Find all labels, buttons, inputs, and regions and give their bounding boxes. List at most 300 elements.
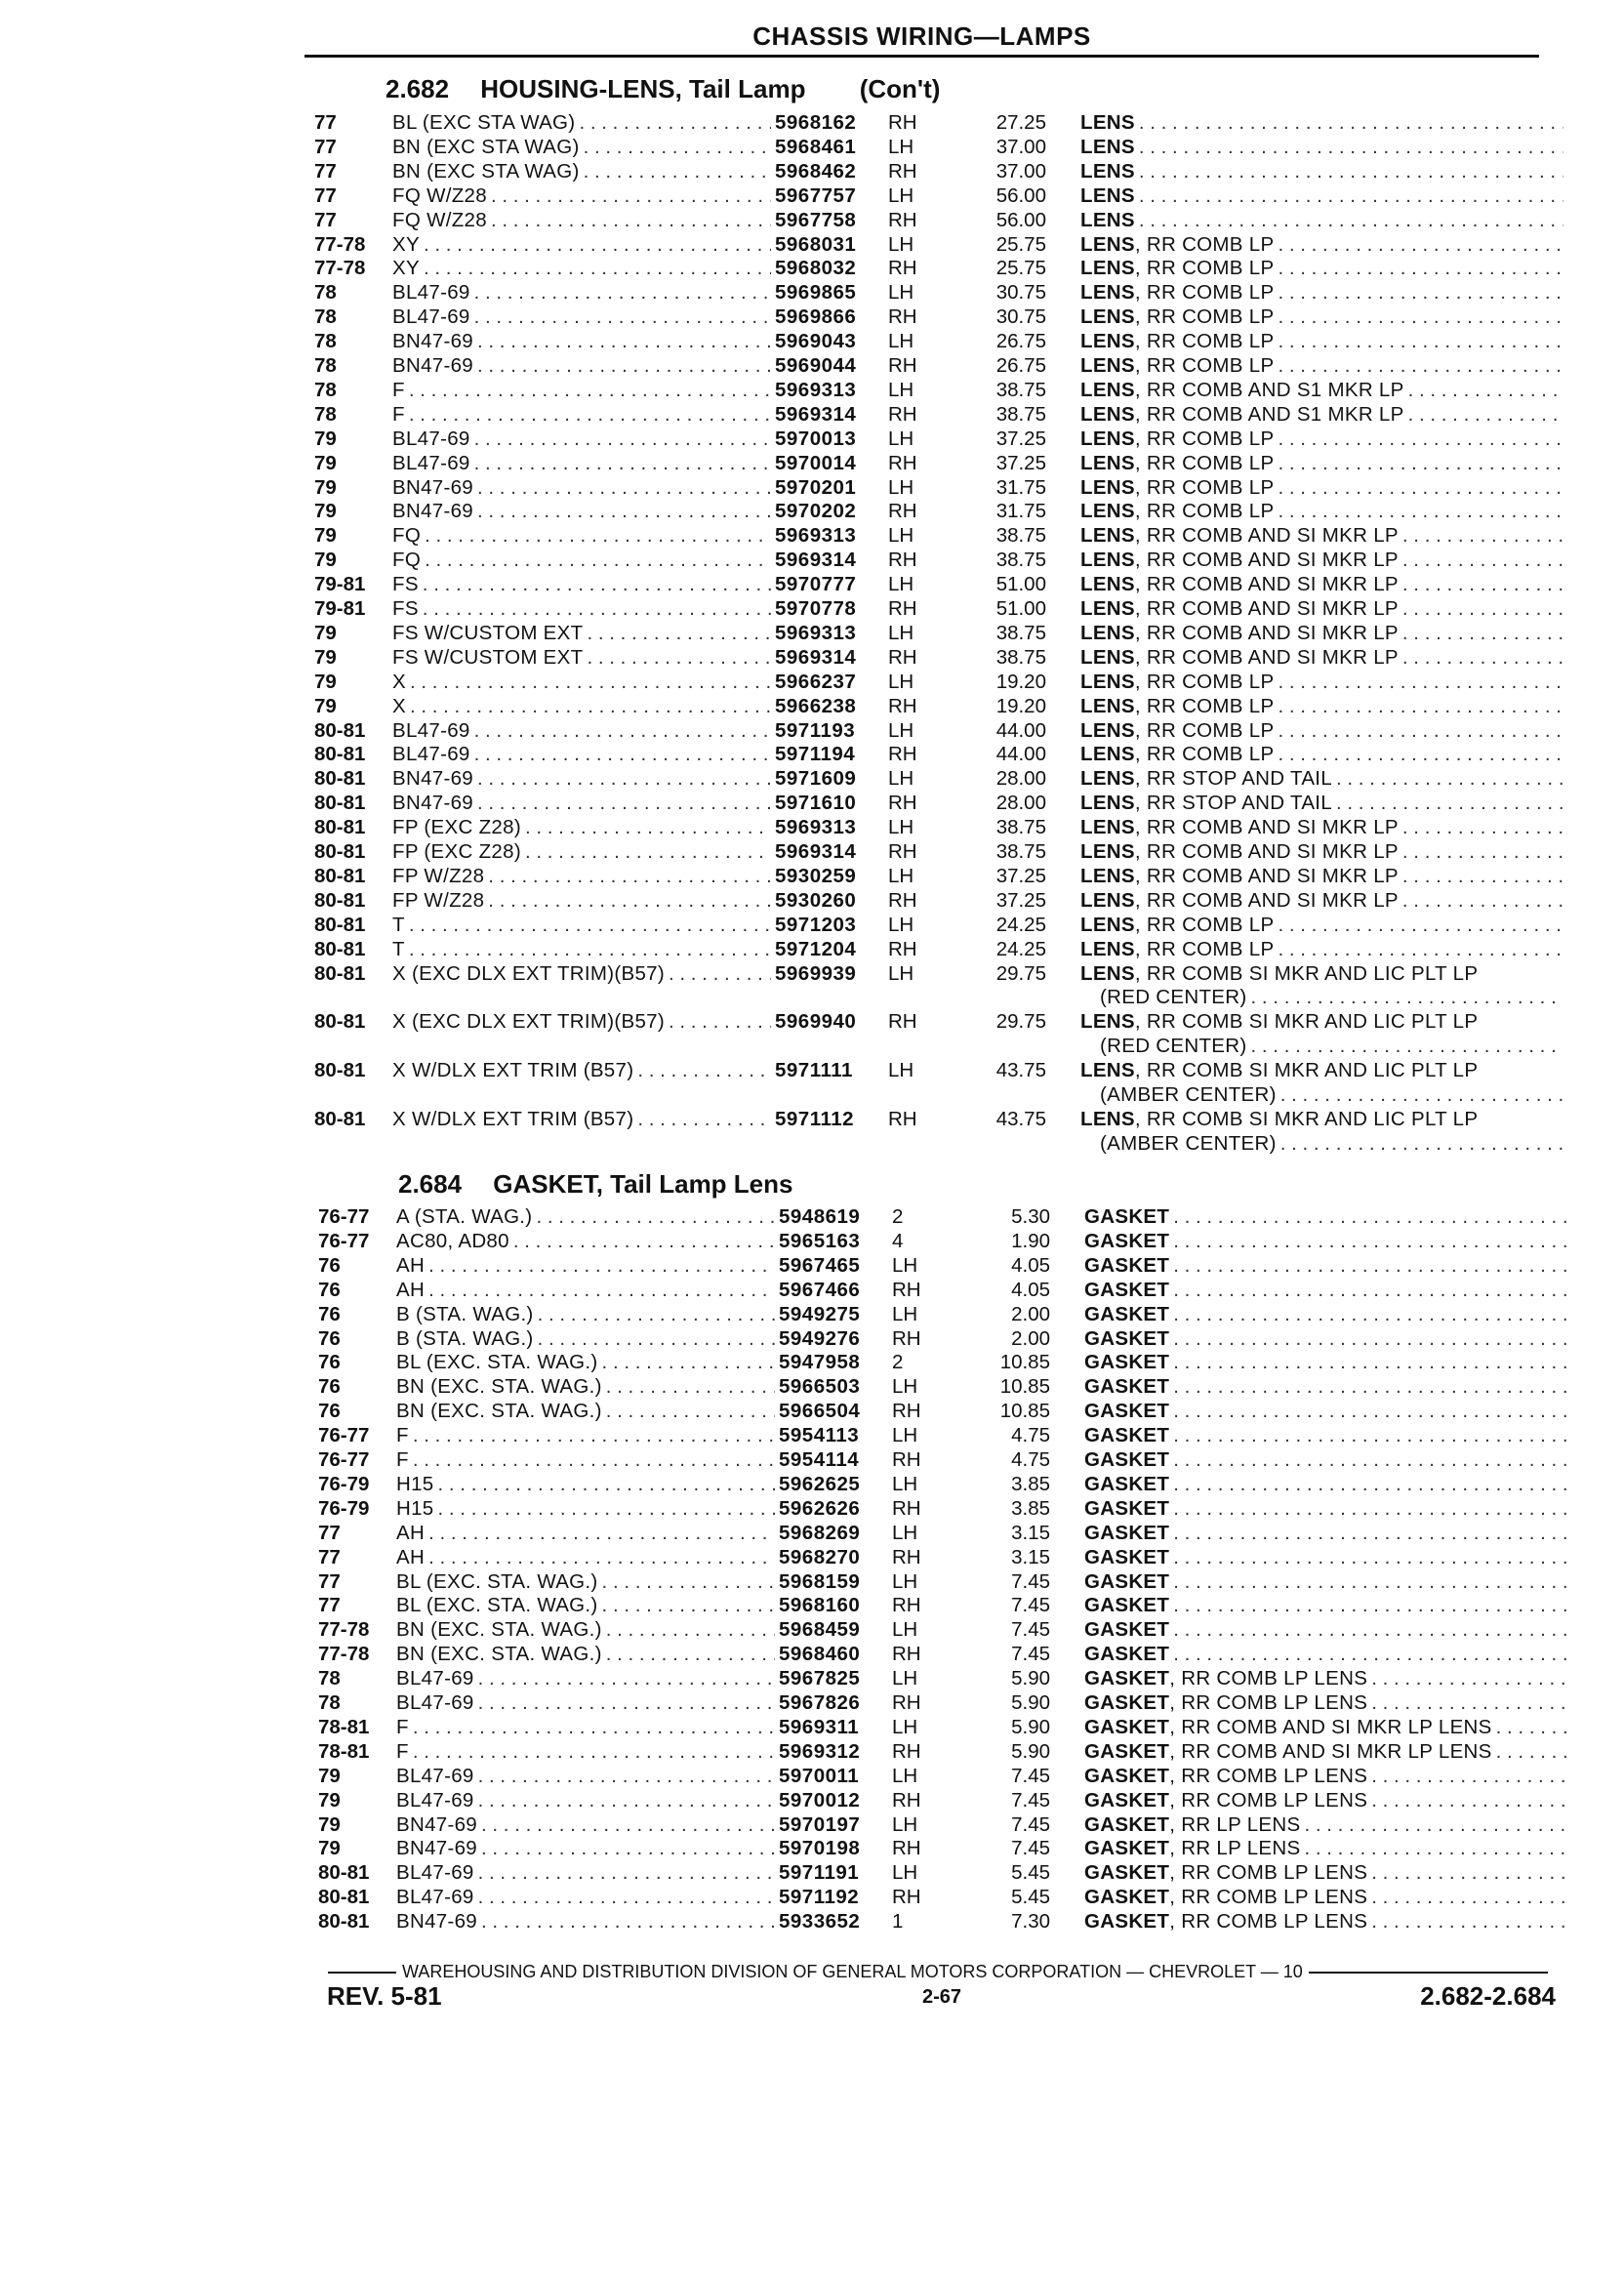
dot-leader [521,840,771,865]
dot-leader [434,1473,775,1497]
side-cell: LH [888,816,914,839]
description-text: LENS, RR COMB AND SI MKR LP [1080,573,1399,596]
dot-leader [470,305,771,330]
table-row [314,573,1563,597]
price-cell: 56.00 [995,183,1046,207]
model-cell [392,1059,771,1083]
description-text: GASKET, RR COMB LP LENS [1084,1910,1368,1934]
part-number-cell: 5949275 [779,1302,861,1325]
model-cell [392,476,771,501]
dot-leader [425,1279,775,1303]
section-continued: (Con't) [859,74,941,103]
description-text: LENS, RR STOP AND TAIL [1080,792,1332,815]
side-cell: LH [888,767,914,791]
dot-leader [1135,111,1563,136]
price-cell: 7.30 [1011,1910,1050,1934]
section-number: 2.682 [386,74,450,103]
dot-leader [1332,792,1563,816]
part-number-cell: 5970777 [775,573,857,596]
side-cell: LH [888,864,914,887]
description-cell [1084,1643,1567,1667]
part-number-cell: 5969314 [775,840,857,863]
model-cell [396,1254,775,1279]
dot-leader [1274,281,1563,305]
description-cell [1080,500,1563,524]
description-text: LENS, RR COMB LP [1080,694,1275,717]
model-text: BL47-69 [392,305,470,329]
part-number-cell: 5968162 [775,111,857,134]
side-cell: RH [892,1326,921,1350]
table-row [314,840,1563,865]
description-cell [1084,1254,1567,1279]
dot-leader [473,767,771,792]
year-cell: 80-81 [314,816,366,839]
side-cell: RH [888,549,917,572]
description-text: LENS, RR COMB AND S1 MKR LP [1080,402,1404,426]
model-cell [392,622,771,646]
side-cell: LH [888,183,914,207]
dot-leader [1169,1400,1567,1424]
dot-leader [473,354,771,379]
section-heading-2684 [398,1169,792,1200]
table-row [318,1230,1567,1254]
table-row [314,549,1563,573]
model-text: BL47-69 [396,1788,474,1812]
year-cell: 80-81 [314,767,366,791]
model-cell [396,1740,775,1765]
dot-leader [473,500,771,524]
price-cell: 1.90 [1011,1229,1050,1252]
description-text: GASKET [1084,1375,1170,1399]
side-cell: LH [892,1861,918,1885]
description-text: LENS, RR STOP AND TAIL [1080,767,1332,791]
price-cell: 24.25 [995,937,1046,960]
model-text: BN47-69 [396,1812,478,1836]
year-cell: 80-81 [314,937,366,960]
year-cell: 78 [314,402,337,426]
model-text: AH [396,1253,426,1277]
table-row [318,1205,1567,1230]
dot-leader [602,1643,775,1667]
table-row [314,816,1563,840]
dot-leader [474,1667,775,1691]
description-cell [1080,379,1563,403]
description-cell [1080,1059,1563,1083]
section-number: 2.684 [398,1169,463,1199]
dot-leader [1399,622,1563,646]
price-cell: 31.75 [995,500,1046,523]
description-cell [1080,281,1563,305]
model-text: H15 [396,1472,434,1495]
year-cell: 76 [318,1375,341,1399]
description-cell [1080,184,1563,209]
model-cell [392,330,771,354]
table-row [318,1424,1567,1448]
model-cell [392,281,771,305]
part-number-cell: 5966503 [779,1375,861,1399]
model-text: AH [396,1545,426,1568]
year-cell: 80-81 [314,888,366,912]
description-cell [1080,938,1563,962]
description-cell [1080,257,1563,281]
year-cell: 76 [318,1253,341,1277]
price-cell: 24.25 [995,913,1046,936]
table-row [314,111,1563,136]
dot-leader [420,257,771,281]
side-cell: RH [892,1400,921,1423]
price-cell: 19.20 [995,694,1046,717]
description-cell [1080,767,1563,792]
year-cell: 80-81 [318,1886,370,1909]
model-text: FS [392,597,419,620]
year-cell: 80-81 [318,1861,370,1885]
dot-leader [473,792,771,816]
part-number-cell: 5930259 [775,864,857,887]
dot-leader [1399,646,1563,671]
description-text: LENS, RR COMB AND SI MKR LP [1080,864,1399,887]
dot-leader [1169,1375,1567,1400]
description-cell [1080,840,1563,865]
description-cell [1084,1570,1567,1595]
description-text: LENS [1080,183,1135,207]
side-cell: RH [888,743,917,766]
dot-leader [1169,1594,1567,1618]
side-cell: LH [888,378,914,401]
table-row [318,1789,1567,1813]
table-row [314,476,1563,501]
model-cell [396,1351,775,1375]
description-cell [1084,1205,1567,1230]
part-number-cell: 5954114 [779,1448,860,1471]
dot-leader [1399,865,1563,889]
description-cell [1080,1010,1563,1035]
side-cell: RH [892,1278,921,1301]
model-cell [396,1837,775,1861]
description-cell [1080,816,1563,840]
part-number-cell: 5933652 [779,1910,861,1934]
model-text: BN47-69 [392,330,474,353]
table-row [314,257,1563,281]
part-number-cell: 5969312 [779,1739,861,1763]
price-cell: 5.90 [1011,1667,1050,1690]
model-text: AH [396,1278,426,1301]
part-number-cell: 5949276 [779,1326,861,1350]
dot-leader [598,1570,775,1595]
description-text: GASKET, RR COMB LP LENS [1084,1788,1368,1812]
table-row [314,330,1563,354]
model-cell [392,428,771,452]
description-text: LENS, RR COMB LP [1080,670,1275,693]
year-cell: 77 [314,159,337,183]
model-cell [392,865,771,889]
model-text: FQ [392,524,422,548]
description-text: LENS, RR COMB LP [1080,305,1275,329]
table-row [318,1691,1567,1716]
dot-leader [1169,1473,1567,1497]
part-number-cell: 5970013 [775,427,857,450]
price-cell: 5.90 [1011,1715,1050,1738]
table-row [314,452,1563,476]
model-cell [396,1303,775,1327]
model-text: H15 [396,1496,434,1520]
table-row [318,1813,1567,1838]
part-number-cell: 5969314 [775,645,857,669]
price-cell: 7.45 [1011,1618,1050,1642]
table-row [314,695,1563,719]
dot-leader [484,865,771,889]
part-number-cell: 5967758 [775,208,857,231]
dot-leader [1169,1643,1567,1667]
side-cell: LH [892,1569,918,1593]
side-cell: RH [888,1107,917,1130]
dot-leader [1169,1303,1567,1327]
dot-leader [406,671,771,695]
part-number-cell: 5962625 [779,1472,861,1495]
dot-leader [487,184,771,209]
year-cell: 76 [318,1302,341,1325]
dot-leader [1135,184,1563,209]
description-text: LENS, RR COMB LP [1080,475,1275,499]
part-number-cell: 5969044 [775,354,857,377]
model-text: BL47-69 [392,718,470,742]
dot-leader [434,1497,775,1522]
year-cell: 77-78 [314,257,366,280]
description-text: GASKET [1084,1618,1170,1642]
year-cell: 79 [318,1837,341,1860]
dot-leader [1135,209,1563,233]
model-text: BL47-69 [396,1886,474,1909]
table-row [314,1059,1563,1106]
year-cell: 80-81 [314,718,366,742]
description-text: GASKET [1084,1278,1170,1301]
year-cell: 77 [318,1594,341,1617]
year-cell: 76-79 [318,1496,370,1520]
model-text: A (STA. WAG.) [396,1205,533,1228]
dot-leader [583,622,771,646]
part-number-cell: 5970011 [779,1764,860,1787]
description-cell [1080,573,1563,597]
dot-leader [419,573,771,597]
model-text: FP (EXC Z28) [392,816,521,839]
year-cell: 79 [314,549,337,572]
description-continued-text: (AMBER CENTER) [1100,1131,1277,1155]
dot-leader [470,428,771,452]
dot-leader [474,1765,775,1789]
price-cell: 51.00 [995,573,1046,596]
price-cell: 37.00 [995,159,1046,183]
price-cell: 43.75 [995,1059,1046,1082]
description-text: LENS, RR COMB AND SI MKR LP [1080,621,1399,644]
description-cell [1084,1618,1567,1643]
model-cell [396,1813,775,1838]
dot-leader [532,1205,775,1230]
year-cell: 79 [318,1764,341,1787]
description-continued-cell [1100,1083,1563,1108]
table-row [314,646,1563,671]
part-number-cell: 5948619 [779,1205,861,1228]
part-number-cell: 5947958 [779,1351,861,1374]
dot-leader [1399,840,1563,865]
model-cell [392,452,771,476]
model-text: AH [396,1521,426,1544]
description-text: GASKET [1084,1594,1170,1617]
description-text: GASKET [1084,1326,1170,1350]
model-text: BL47-69 [392,281,470,305]
price-cell: 5.90 [1011,1739,1050,1763]
description-cell [1080,354,1563,379]
year-cell: 80-81 [314,913,366,936]
part-number-cell: 5970778 [775,597,857,620]
side-cell: LH [892,1302,918,1325]
description-cell [1084,1400,1567,1424]
side-cell: LH [888,621,914,644]
price-cell: 5.90 [1011,1691,1050,1714]
model-cell [396,1522,775,1546]
model-cell [392,257,771,281]
part-number-cell: 5954113 [779,1424,860,1447]
dot-leader [602,1618,775,1643]
year-cell: 78-81 [318,1715,370,1738]
description-text: GASKET, RR COMB AND SI MKR LP LENS [1084,1739,1492,1763]
dot-leader [1399,597,1563,622]
year-cell: 77-78 [318,1643,370,1666]
price-cell: 3.15 [1011,1521,1050,1544]
description-cell [1084,1497,1567,1522]
description-cell [1084,1837,1567,1861]
dot-leader [1169,1497,1567,1522]
description-cell [1084,1327,1567,1352]
model-cell [392,671,771,695]
model-cell [392,233,771,258]
part-number-cell: 5969313 [775,621,857,644]
description-cell [1080,160,1563,184]
part-number-cell: 5969866 [775,305,857,329]
description-text: GASKET [1084,1448,1170,1471]
model-cell [392,379,771,403]
model-text: BN47-69 [392,354,474,377]
year-cell: 76 [318,1400,341,1423]
dot-leader [1135,136,1563,160]
side-cell: RH [892,1643,921,1666]
part-number-cell: 5970198 [779,1837,861,1860]
side-cell: RH [888,694,917,717]
description-text: LENS, RR COMB AND SI MKR LP [1080,888,1399,912]
side-cell: RH [892,1545,921,1568]
dot-leader [420,233,771,258]
description-text: GASKET [1084,1229,1170,1252]
model-cell [396,1546,775,1570]
model-text: FS W/CUSTOM EXT [392,621,584,644]
description-cell [1084,1594,1567,1618]
model-cell [392,646,771,671]
model-cell [392,962,771,987]
dot-leader [598,1594,775,1618]
price-cell: 28.00 [995,792,1046,815]
dot-leader [1274,330,1563,354]
table-row [314,622,1563,646]
description-text: LENS, RR COMB LP [1080,913,1275,936]
dot-leader [1274,500,1563,524]
part-number-cell: 5969043 [775,330,857,353]
side-cell: RH [888,792,917,815]
year-cell: 76-77 [318,1205,370,1228]
year-cell: 76-77 [318,1448,370,1471]
year-cell: 76-77 [318,1424,370,1447]
dot-leader [1300,1813,1567,1838]
part-number-cell: 5962626 [779,1496,861,1520]
year-cell: 80-81 [314,1010,366,1034]
side-cell: RH [888,451,917,474]
dot-leader [1169,1570,1567,1595]
side-cell: RH [888,111,917,134]
description-text: LENS, RR COMB LP [1080,354,1275,377]
description-text: LENS, RR COMB LP [1080,743,1275,766]
model-text: BN47-69 [392,792,474,815]
price-cell: 3.85 [1011,1496,1050,1520]
dot-leader [1169,1522,1567,1546]
part-number-cell: 5971194 [775,743,856,766]
side-cell: LH [892,1253,918,1277]
description-cell [1084,1716,1567,1740]
model-cell [396,1789,775,1813]
table-row [318,1327,1567,1352]
model-cell [396,1424,775,1448]
price-cell: 38.75 [995,816,1046,839]
price-cell: 30.75 [995,305,1046,329]
section-title: HOUSING-LENS, Tail Lamp [480,74,806,103]
part-number-cell: 5971112 [775,1107,855,1130]
model-text: BN (EXC. STA. WAG.) [396,1618,602,1642]
description-text: LENS, RR COMB SI MKR AND LIC PLT LP [1080,1059,1479,1082]
year-cell: 77 [318,1521,341,1544]
dot-leader [1274,938,1563,962]
part-number-cell: 5971610 [775,792,857,815]
part-number-cell: 5967826 [779,1691,861,1714]
description-text: GASKET [1084,1569,1170,1593]
description-text: LENS, RR COMB SI MKR AND LIC PLT LP [1080,1010,1479,1034]
table-row [318,1765,1567,1789]
part-number-cell: 5969311 [779,1715,860,1738]
table-row [314,671,1563,695]
table-row [318,1740,1567,1765]
model-cell [396,1279,775,1303]
dot-leader [521,816,771,840]
side-cell: RH [892,1886,921,1909]
side-cell: LH [892,1424,918,1447]
model-cell [396,1886,775,1910]
dot-leader [1169,1279,1567,1303]
dot-leader [409,1740,775,1765]
model-cell [396,1691,775,1716]
model-cell [392,573,771,597]
part-number-cell: 5967825 [779,1667,861,1690]
description-text: LENS, RR COMB AND SI MKR LP [1080,840,1399,863]
table-row [314,233,1563,258]
side-cell: RH [892,1496,921,1520]
model-text: FS W/CUSTOM EXT [392,645,584,669]
part-number-cell: 5969314 [775,402,857,426]
year-cell: 77 [318,1545,341,1568]
year-cell: 79 [314,645,337,669]
side-cell: LH [888,1059,914,1082]
price-cell: 28.00 [995,767,1046,791]
description-cell [1080,646,1563,671]
dot-leader [1169,1448,1567,1473]
description-cell [1080,476,1563,501]
description-text: LENS [1080,135,1135,158]
year-cell: 76 [318,1278,341,1301]
part-number-cell: 5968270 [779,1545,861,1568]
